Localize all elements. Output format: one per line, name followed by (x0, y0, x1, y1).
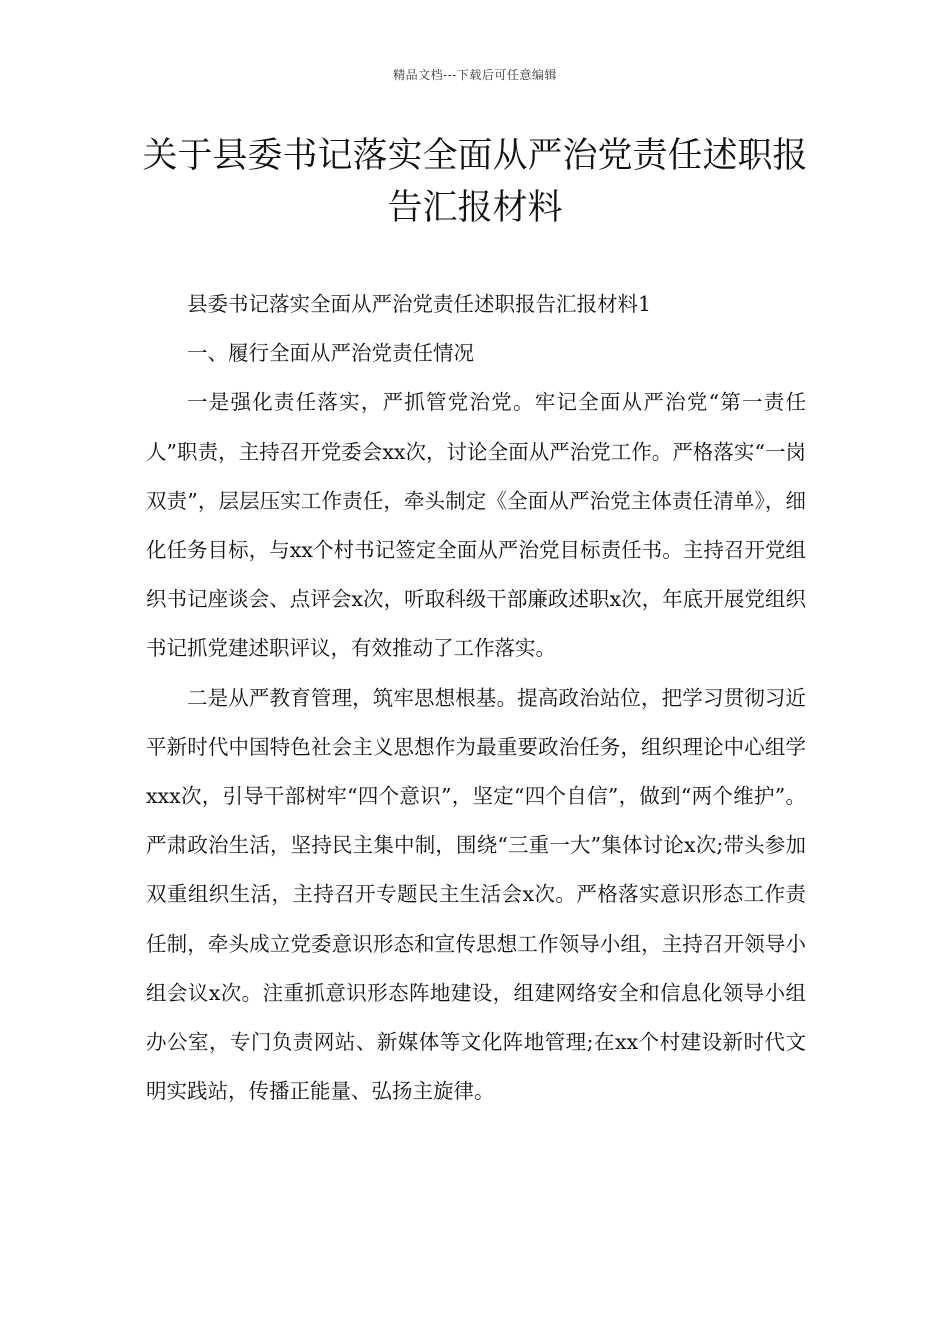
document-title: 关于县委书记落实全面从严治党责任述职报告汇报材料 (142, 136, 808, 228)
page-header-watermark: 精品文档---下载后可任意编辑 (393, 68, 557, 82)
paragraph-item-two: 二是从严教育管理，筑牢思想根基。提高政治站位，把学习贯彻习近平新时代中国特色社会主义思想作为最重要政治任务，组织理论中心组学xxx次，引导干部树牢“四个意识”，坚定“四个自信”，做到“两个维护”。严肃政治生活，坚持民主集中制，围绕“三重一大”集体讨论x次;带头参加双重组织生活，主持召开专题民主生活会x次。严格落实意识形态工作责任制，牵头成立党委意识形态和宣传思想工作领导小组，主持召开领导小组会议x次。注重抓意识形态阵地建设，组建网络安全和信息化领导小组办公室，专门负责网站、新媒体等文化阵地管理;在xx个村建设新时代文明实践站，传播正能量、弘扬主旋律。 (146, 685, 806, 1104)
paragraph-subtitle: 县委书记落实全面从严治党责任述职报告汇报材料1 (187, 292, 652, 316)
paragraph-item-one: 一是强化责任落实，严抓管党治党。牢记全面从严治党“第一责任人”职责，主持召开党委会xx次，讨论全面从严治党工作。严格落实“一岗双责”，层层压实工作责任，牵头制定《全面从严治党主体责任清单》，细化任务目标，与xx个村书记签定全面从严治党目标责任书。主持召开党组织书记座谈会、点评会x次，听取科级干部廉政述职x次，年底开展党组织书记抓党建述职评议，有效推动了工作落实。 (146, 390, 806, 661)
document-body (146, 280, 806, 1116)
paragraph-section-heading: 一、履行全面从严治党责任情况 (187, 341, 474, 366)
